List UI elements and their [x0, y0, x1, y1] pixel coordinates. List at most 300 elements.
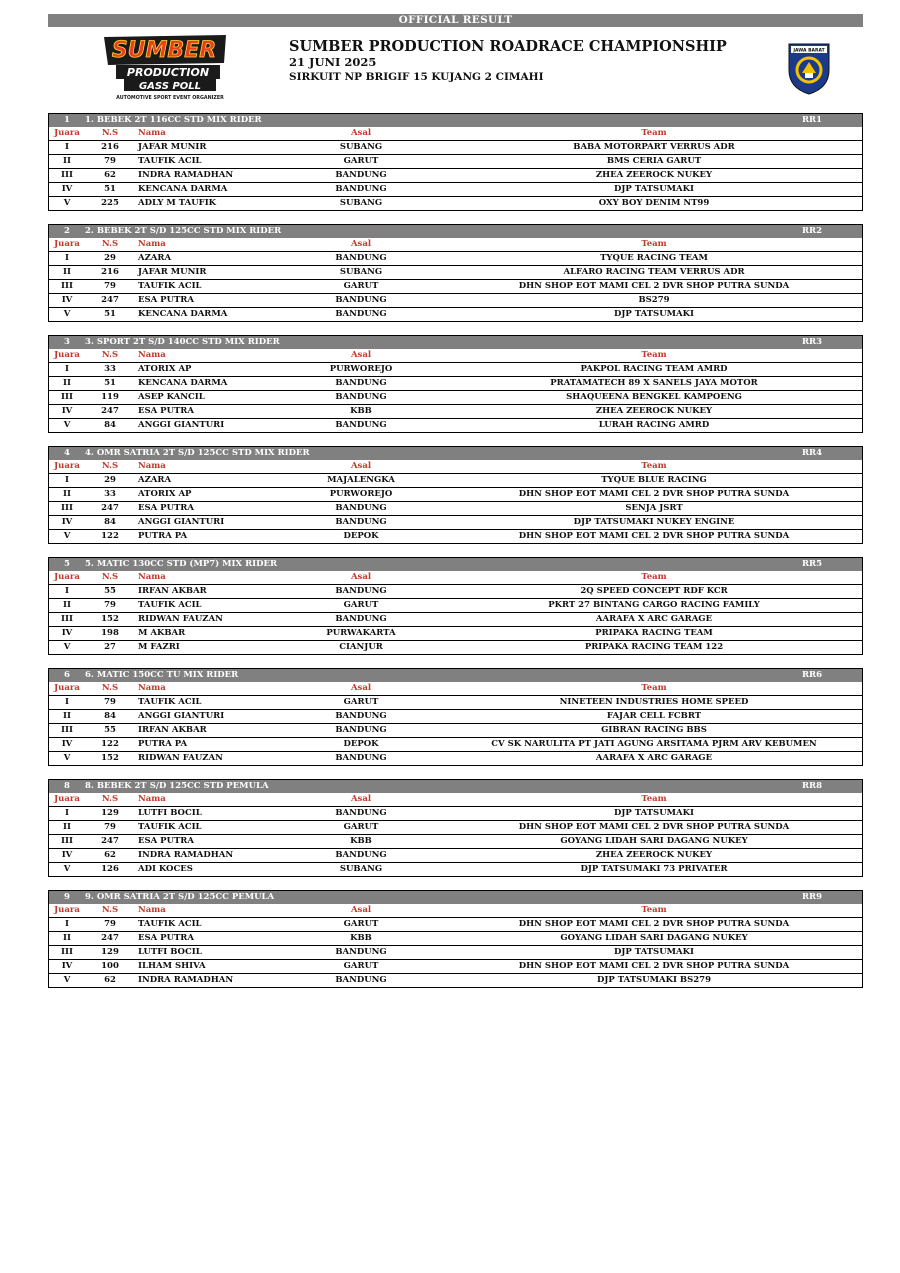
section-header	[49, 669, 862, 682]
rank-cell: I	[49, 141, 85, 155]
number-cell: 216	[85, 266, 135, 280]
section-code: RR9	[801, 892, 822, 902]
origin-cell: BANDUNG	[276, 724, 446, 738]
number-cell: 247	[85, 502, 135, 516]
rank-cell: IV	[49, 516, 85, 530]
rank-cell: V	[49, 641, 85, 655]
rank-cell: II	[49, 821, 85, 835]
rider-name-cell: PUTRA PA	[135, 530, 276, 544]
column-header-ns: N.S	[101, 128, 119, 138]
column-header-team: Team	[641, 239, 667, 249]
origin-cell: GARUT	[276, 280, 446, 294]
section-number: 9	[64, 892, 70, 902]
table-row	[49, 502, 862, 516]
column-header-juara: Juara	[54, 461, 80, 471]
column-header-team: Team	[641, 350, 667, 360]
table-row	[49, 280, 862, 294]
number-cell: 79	[85, 918, 135, 932]
section-code: RR2	[801, 226, 822, 236]
number-cell: 79	[85, 280, 135, 294]
rider-name-cell: JAFAR MUNIR	[135, 266, 276, 280]
rider-name-cell: ESA PUTRA	[135, 932, 276, 946]
table-row	[49, 391, 862, 405]
rider-name-cell: ATORIX AP	[135, 488, 276, 502]
number-cell: 79	[85, 696, 135, 710]
section-header	[49, 336, 862, 349]
column-header-asal: Asal	[350, 794, 372, 804]
column-header-team: Team	[641, 128, 667, 138]
number-cell: 129	[85, 807, 135, 821]
origin-cell: BANDUNG	[276, 252, 446, 266]
column-header-asal: Asal	[350, 572, 372, 582]
number-cell: 29	[85, 252, 135, 266]
rank-cell: II	[49, 932, 85, 946]
rank-cell: V	[49, 530, 85, 544]
rider-name-cell: ANGGI GIANTURI	[135, 516, 276, 530]
column-header-asal: Asal	[350, 683, 372, 693]
number-cell: 198	[85, 627, 135, 641]
rank-cell: III	[49, 169, 85, 183]
table-row	[49, 252, 862, 266]
rider-name-cell: M AKBAR	[135, 627, 276, 641]
origin-cell: BANDUNG	[276, 946, 446, 960]
rider-name-cell: ESA PUTRA	[135, 502, 276, 516]
origin-cell: BANDUNG	[276, 974, 446, 988]
rank-cell: II	[49, 155, 85, 169]
section-title: 8. BEBEK 2T S/D 125CC STD PEMULA	[85, 781, 269, 791]
rank-cell: I	[49, 363, 85, 377]
section-title: 5. MATIC 130CC STD (MP7) MIX RIDER	[85, 559, 278, 569]
team-cell: PKRT 27 BINTANG CARGO RACING FAMILY	[446, 599, 862, 613]
column-header-row	[49, 238, 862, 252]
west-java-emblem-icon	[785, 40, 833, 96]
rider-name-cell: ESA PUTRA	[135, 294, 276, 308]
column-header-juara: Juara	[54, 239, 80, 249]
logo-text-production: PRODUCTION	[126, 66, 210, 79]
section-title: 9. OMR SATRIA 2T S/D 125CC PEMULA	[85, 892, 275, 902]
column-header-ns: N.S	[101, 905, 119, 915]
results-sections	[48, 113, 863, 1001]
team-cell: GOYANG LIDAH SARI DAGANG NUKEY	[446, 835, 862, 849]
rank-cell: V	[49, 419, 85, 433]
table-row	[49, 377, 862, 391]
rank-cell: III	[49, 502, 85, 516]
rank-cell: IV	[49, 960, 85, 974]
rank-cell: I	[49, 252, 85, 266]
section-code: RR5	[801, 559, 822, 569]
table-row	[49, 183, 862, 197]
section-title: 2. BEBEK 2T S/D 125CC STD MIX RIDER	[85, 226, 282, 236]
origin-cell: KBB	[276, 405, 446, 419]
rider-name-cell: RIDWAN FAUZAN	[135, 613, 276, 627]
column-header-row	[49, 571, 862, 585]
section-number: 5	[64, 559, 70, 569]
origin-cell: SUBANG	[276, 141, 446, 155]
number-cell: 51	[85, 308, 135, 322]
column-header-row	[49, 349, 862, 363]
rider-name-cell: TAUFIK ACIL	[135, 599, 276, 613]
origin-cell: BANDUNG	[276, 169, 446, 183]
rider-name-cell: RIDWAN FAUZAN	[135, 752, 276, 766]
column-header-asal: Asal	[350, 350, 372, 360]
table-row	[49, 821, 862, 835]
number-cell: 27	[85, 641, 135, 655]
team-cell: PAKPOL RACING TEAM AMRD	[446, 363, 862, 377]
column-header-team: Team	[641, 905, 667, 915]
team-cell: DHN SHOP EOT MAMI CEL 2 DVR SHOP PUTRA SUNDA	[446, 280, 862, 294]
section-header	[49, 447, 862, 460]
rider-name-cell: TAUFIK ACIL	[135, 155, 276, 169]
team-cell: ZHEA ZEEROCK NUKEY	[446, 169, 862, 183]
table-row	[49, 488, 862, 502]
origin-cell: BANDUNG	[276, 585, 446, 599]
team-cell: DJP TATSUMAKI	[446, 183, 862, 197]
section-code: RR4	[801, 448, 822, 458]
section-title: 3. SPORT 2T S/D 140CC STD MIX RIDER	[85, 337, 280, 347]
column-header-nama: Nama	[138, 350, 166, 360]
number-cell: 119	[85, 391, 135, 405]
column-header-asal: Asal	[350, 905, 372, 915]
column-header-nama: Nama	[138, 128, 166, 138]
results-table	[49, 904, 862, 987]
number-cell: 122	[85, 738, 135, 752]
column-header-row	[49, 904, 862, 918]
rider-name-cell: ADI KOCES	[135, 863, 276, 877]
rank-cell: II	[49, 710, 85, 724]
rank-cell: III	[49, 391, 85, 405]
section-number: 1	[64, 115, 70, 125]
origin-cell: PURWOREJO	[276, 488, 446, 502]
team-cell: PRIPAKA RACING TEAM 122	[446, 641, 862, 655]
origin-cell: SUBANG	[276, 197, 446, 211]
origin-cell: BANDUNG	[276, 710, 446, 724]
results-table	[49, 238, 862, 321]
column-header-nama: Nama	[138, 683, 166, 693]
number-cell: 100	[85, 960, 135, 974]
team-cell: DJP TATSUMAKI	[446, 946, 862, 960]
origin-cell: KBB	[276, 932, 446, 946]
table-row	[49, 807, 862, 821]
result-section	[48, 335, 863, 433]
origin-cell: BANDUNG	[276, 613, 446, 627]
number-cell: 51	[85, 183, 135, 197]
rank-cell: IV	[49, 849, 85, 863]
origin-cell: MAJALENGKA	[276, 474, 446, 488]
rider-name-cell: KENCANA DARMA	[135, 308, 276, 322]
table-row	[49, 710, 862, 724]
number-cell: 225	[85, 197, 135, 211]
number-cell: 122	[85, 530, 135, 544]
number-cell: 29	[85, 474, 135, 488]
section-code: RR6	[801, 670, 822, 680]
rider-name-cell: ILHAM SHIVA	[135, 960, 276, 974]
column-header-row	[49, 793, 862, 807]
table-row	[49, 308, 862, 322]
rider-name-cell: ANGGI GIANTURI	[135, 419, 276, 433]
team-cell: ALFARO RACING TEAM VERRUS ADR	[446, 266, 862, 280]
team-cell: GOYANG LIDAH SARI DAGANG NUKEY	[446, 932, 862, 946]
team-cell: BMS CERIA GARUT	[446, 155, 862, 169]
team-cell: 2Q SPEED CONCEPT RDF KCR	[446, 585, 862, 599]
column-header-juara: Juara	[54, 683, 80, 693]
rider-name-cell: TAUFIK ACIL	[135, 918, 276, 932]
section-code: RR3	[801, 337, 822, 347]
table-row	[49, 946, 862, 960]
result-section	[48, 224, 863, 322]
column-header-team: Team	[641, 794, 667, 804]
rider-name-cell: JAFAR MUNIR	[135, 141, 276, 155]
column-header-ns: N.S	[101, 461, 119, 471]
origin-cell: GARUT	[276, 155, 446, 169]
table-row	[49, 474, 862, 488]
rank-cell: IV	[49, 294, 85, 308]
rider-name-cell: TAUFIK ACIL	[135, 696, 276, 710]
column-header-asal: Asal	[350, 128, 372, 138]
column-header-team: Team	[641, 683, 667, 693]
rank-cell: I	[49, 807, 85, 821]
column-header-juara: Juara	[54, 572, 80, 582]
column-header-nama: Nama	[138, 794, 166, 804]
table-row	[49, 641, 862, 655]
team-cell: FAJAR CELL FCBRT	[446, 710, 862, 724]
origin-cell: BANDUNG	[276, 308, 446, 322]
section-header	[49, 558, 862, 571]
column-header-team: Team	[641, 572, 667, 582]
table-row	[49, 516, 862, 530]
table-row	[49, 974, 862, 988]
number-cell: 126	[85, 863, 135, 877]
number-cell: 33	[85, 488, 135, 502]
origin-cell: PURWOREJO	[276, 363, 446, 377]
result-section	[48, 890, 863, 988]
team-cell: OXY BOY DENIM NT99	[446, 197, 862, 211]
rider-name-cell: AZARA	[135, 252, 276, 266]
team-cell: AARAFA X ARC GARAGE	[446, 613, 862, 627]
team-cell: DJP TATSUMAKI	[446, 308, 862, 322]
number-cell: 62	[85, 974, 135, 988]
origin-cell: SUBANG	[276, 266, 446, 280]
column-header-juara: Juara	[54, 794, 80, 804]
rider-name-cell: TAUFIK ACIL	[135, 280, 276, 294]
number-cell: 216	[85, 141, 135, 155]
team-cell: GIBRAN RACING BBS	[446, 724, 862, 738]
rank-cell: II	[49, 488, 85, 502]
results-table	[49, 460, 862, 543]
origin-cell: GARUT	[276, 599, 446, 613]
results-table	[49, 127, 862, 210]
section-number: 8	[64, 781, 70, 791]
table-row	[49, 585, 862, 599]
results-table	[49, 793, 862, 876]
rank-cell: I	[49, 474, 85, 488]
origin-cell: BANDUNG	[276, 849, 446, 863]
number-cell: 62	[85, 169, 135, 183]
number-cell: 62	[85, 849, 135, 863]
results-table	[49, 682, 862, 765]
origin-cell: BANDUNG	[276, 807, 446, 821]
number-cell: 247	[85, 294, 135, 308]
number-cell: 247	[85, 835, 135, 849]
result-section	[48, 779, 863, 877]
logo-text-sumber: SUMBER	[111, 38, 217, 63]
column-header-row	[49, 460, 862, 474]
number-cell: 84	[85, 516, 135, 530]
number-cell: 79	[85, 155, 135, 169]
rider-name-cell: ADLY M TAUFIK	[135, 197, 276, 211]
number-cell: 79	[85, 599, 135, 613]
team-cell: CV SK NARULITA PT JATI AGUNG ARSITAMA PJRM ARV KEBUMEN	[446, 738, 862, 752]
table-row	[49, 141, 862, 155]
rank-cell: III	[49, 946, 85, 960]
team-cell: BABA MOTORPART VERRUS ADR	[446, 141, 862, 155]
section-number: 4	[64, 448, 70, 458]
number-cell: 55	[85, 585, 135, 599]
rider-name-cell: LUTFI BOCIL	[135, 807, 276, 821]
column-header-nama: Nama	[138, 572, 166, 582]
table-row	[49, 613, 862, 627]
rank-cell: V	[49, 974, 85, 988]
team-cell: DHN SHOP EOT MAMI CEL 2 DVR SHOP PUTRA SUNDA	[446, 530, 862, 544]
team-cell: DJP TATSUMAKI	[446, 807, 862, 821]
team-cell: PRIPAKA RACING TEAM	[446, 627, 862, 641]
team-cell: DJP TATSUMAKI 73 PRIVATER	[446, 863, 862, 877]
rank-cell: I	[49, 918, 85, 932]
table-row	[49, 918, 862, 932]
rider-name-cell: M FAZRI	[135, 641, 276, 655]
rank-cell: V	[49, 197, 85, 211]
rider-name-cell: ATORIX AP	[135, 363, 276, 377]
column-header-ns: N.S	[101, 794, 119, 804]
table-row	[49, 419, 862, 433]
emblem-text: JAWA BARAT	[793, 48, 825, 54]
event-header	[289, 38, 727, 84]
origin-cell: GARUT	[276, 960, 446, 974]
column-header-ns: N.S	[101, 683, 119, 693]
column-header-ns: N.S	[101, 350, 119, 360]
event-date: 21 JUNI 2025	[289, 55, 377, 69]
rank-cell: II	[49, 599, 85, 613]
section-number: 3	[64, 337, 70, 347]
section-header	[49, 225, 862, 238]
rider-name-cell: ANGGI GIANTURI	[135, 710, 276, 724]
number-cell: 79	[85, 821, 135, 835]
team-cell: SENJA JSRT	[446, 502, 862, 516]
team-cell: BS279	[446, 294, 862, 308]
column-header-juara: Juara	[54, 350, 80, 360]
rider-name-cell: IRFAN AKBAR	[135, 585, 276, 599]
number-cell: 152	[85, 752, 135, 766]
origin-cell: BANDUNG	[276, 294, 446, 308]
column-header-row	[49, 127, 862, 141]
rider-name-cell: AZARA	[135, 474, 276, 488]
origin-cell: BANDUNG	[276, 377, 446, 391]
result-section	[48, 668, 863, 766]
table-row	[49, 738, 862, 752]
table-row	[49, 863, 862, 877]
origin-cell: KBB	[276, 835, 446, 849]
table-row	[49, 405, 862, 419]
rank-cell: IV	[49, 627, 85, 641]
origin-cell: DEPOK	[276, 530, 446, 544]
table-row	[49, 724, 862, 738]
section-code: RR1	[801, 115, 822, 125]
origin-cell: GARUT	[276, 918, 446, 932]
table-row	[49, 169, 862, 183]
results-table	[49, 571, 862, 654]
rank-cell: III	[49, 724, 85, 738]
rider-name-cell: KENCANA DARMA	[135, 377, 276, 391]
rank-cell: IV	[49, 405, 85, 419]
team-cell: DHN SHOP EOT MAMI CEL 2 DVR SHOP PUTRA SUNDA	[446, 960, 862, 974]
team-cell: LURAH RACING AMRD	[446, 419, 862, 433]
number-cell: 55	[85, 724, 135, 738]
rider-name-cell: ASEP KANCIL	[135, 391, 276, 405]
event-title: SUMBER PRODUCTION ROADRACE CHAMPIONSHIP	[289, 38, 727, 55]
table-row	[49, 960, 862, 974]
rank-cell: IV	[49, 183, 85, 197]
number-cell: 129	[85, 946, 135, 960]
column-header-asal: Asal	[350, 461, 372, 471]
column-header-nama: Nama	[138, 905, 166, 915]
rank-cell: V	[49, 752, 85, 766]
origin-cell: BANDUNG	[276, 391, 446, 405]
rank-cell: I	[49, 696, 85, 710]
column-header-row	[49, 682, 862, 696]
table-row	[49, 294, 862, 308]
result-section	[48, 557, 863, 655]
sumber-production-logo	[98, 33, 230, 101]
table-row	[49, 155, 862, 169]
rank-cell: V	[49, 308, 85, 322]
origin-cell: BANDUNG	[276, 752, 446, 766]
origin-cell: BANDUNG	[276, 419, 446, 433]
team-cell: PRATAMATECH 89 X SANELS JAYA MOTOR	[446, 377, 862, 391]
rank-cell: I	[49, 585, 85, 599]
rank-cell: IV	[49, 738, 85, 752]
column-header-team: Team	[641, 461, 667, 471]
rider-name-cell: INDRA RAMADHAN	[135, 169, 276, 183]
origin-cell: BANDUNG	[276, 516, 446, 530]
rider-name-cell: ESA PUTRA	[135, 835, 276, 849]
number-cell: 247	[85, 932, 135, 946]
table-row	[49, 266, 862, 280]
section-title: 1. BEBEK 2T 116CC STD MIX RIDER	[85, 115, 262, 125]
column-header-nama: Nama	[138, 461, 166, 471]
logo-text-organizer: AUTOMOTIVE SPORT EVENT ORGANIZER	[116, 96, 224, 101]
number-cell: 152	[85, 613, 135, 627]
table-row	[49, 197, 862, 211]
rider-name-cell: INDRA RAMADHAN	[135, 974, 276, 988]
column-header-juara: Juara	[54, 128, 80, 138]
table-row	[49, 599, 862, 613]
number-cell: 247	[85, 405, 135, 419]
section-number: 2	[64, 226, 70, 236]
team-cell: DJP TATSUMAKI BS279	[446, 974, 862, 988]
section-header	[49, 891, 862, 904]
rank-cell: II	[49, 266, 85, 280]
team-cell: AARAFA X ARC GARAGE	[446, 752, 862, 766]
team-cell: TYQUE BLUE RACING	[446, 474, 862, 488]
team-cell: DHN SHOP EOT MAMI CEL 2 DVR SHOP PUTRA SUNDA	[446, 821, 862, 835]
origin-cell: PURWAKARTA	[276, 627, 446, 641]
section-number: 6	[64, 670, 70, 680]
rank-cell: III	[49, 280, 85, 294]
table-row	[49, 627, 862, 641]
logo-text-gass-poll: GASS POLL	[138, 81, 202, 92]
section-header	[49, 114, 862, 127]
column-header-ns: N.S	[101, 572, 119, 582]
column-header-ns: N.S	[101, 239, 119, 249]
